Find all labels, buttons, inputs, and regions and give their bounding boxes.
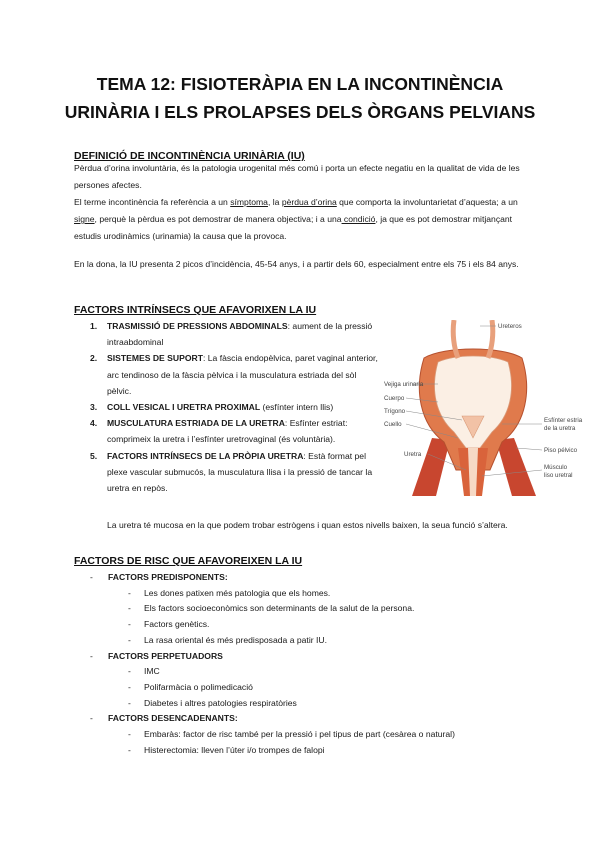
sign-term: signe <box>74 214 95 224</box>
list-item: 1. TRASMISSIÓ DE PRESSIONS ABDOMINALS: aument de la pressió intraabdominal <box>90 321 373 348</box>
label-sphincter-2: de la uretra <box>544 425 576 432</box>
label-pelvic-floor: Piso pélvico <box>544 447 578 454</box>
label-urethra: Uretra <box>404 451 422 458</box>
ureter <box>488 320 493 358</box>
label-bladder: Vejiga urinaria <box>384 381 424 388</box>
list-item: 3. COLL VESICAL I URETRA PROXIMAL (esfínter intern llis) <box>90 402 334 413</box>
label-trigone: Trígono <box>384 408 406 415</box>
condition-term: condició <box>341 214 376 224</box>
definition-heading: DEFINICIÓ DE INCONTINÈNCIA URINÀRIA (IU) <box>74 150 305 162</box>
list-item: - Els factors socioeconòmics son determinants de la salut de la persona. <box>128 603 415 614</box>
list-item: 2. SISTEMES DE SUPORT: La fàscia endopèlvica, paret vaginal anterior, arc tendinoso de la fàscia pèlvica i la musculatura estriada del sòl pèlvic. <box>90 353 378 396</box>
title-line-2: URINÀRIA I ELS PROLAPSES DELS ÒRGANS PELVIANS <box>64 102 536 122</box>
risk-factors-list <box>90 570 530 758</box>
page-title <box>40 70 560 126</box>
list-item: - Les dones patixen més patologia que els homes. <box>128 587 331 598</box>
label-ureters: Ureteros <box>498 323 522 330</box>
intrinsic-factors-list <box>90 318 380 496</box>
label-smooth-1: Músculo <box>544 464 568 471</box>
list-item: - Histerectomia: lleven l’úter i/o trompes de falopi <box>128 744 325 755</box>
label-smooth-2: liso uretral <box>544 472 573 479</box>
bladder-anatomy-figure <box>384 320 598 496</box>
pelvic-floor-muscle <box>412 438 450 496</box>
definition-paragraph-2: El terme incontinència fa referència a un símptoma, la pèrdua d’orina que comporta la involuntarietat d’aquesta; a un signe, perquè la pèrdua es pot demostrar de manera objectiva; i a una condició, ja que es pot demostrar mitjançant estudis urodinàmics (urinamia) la causa que la provoca. <box>74 197 518 241</box>
list-item: - Polifarmàcia o polimedicació <box>128 681 253 692</box>
symptom-term: símptoma <box>230 197 268 207</box>
list-item: - Diabetes i altres patologies respiratòries <box>128 697 297 708</box>
label-sphincter-1: Esfínter estria <box>544 417 583 424</box>
risk-group-title: - FACTORS PREDISPONENTS: <box>90 572 228 582</box>
label-neck: Cuello <box>384 421 402 428</box>
pelvic-floor-muscle <box>496 438 536 496</box>
urine-loss-term: pèrdua d’orina <box>281 197 337 207</box>
list-item: - La rasa oriental és més predisposada a patir IU. <box>128 634 327 645</box>
list-item: - Embaràs: factor de risc també per la pressió i pel tipus de part (cesàrea o natural) <box>128 729 455 740</box>
intrinsic-factors-heading: FACTORS INTRÍNSECS QUE AFAVORIXEN LA IU <box>74 304 317 316</box>
risk-group-title: - FACTORS PERPETUADORS <box>90 650 223 661</box>
list-item: 5. FACTORS INTRÍNSECS DE LA PRÒPIA URETRA: Està format pel plexe vascular submucós, la musculatura llisa i la pressió de tancar la uretra en repòs. <box>90 450 373 494</box>
ureter <box>453 320 458 358</box>
definition-paragraph-1: Pèrdua d’orina involuntària, és la patologia urogenital més comú i porta un efecte negatiu en la qualitat de vida de les persones afectes. <box>74 163 520 190</box>
risk-group-title: - FACTORS DESENCADENANTS: <box>90 713 238 724</box>
definition-paragraph-3: En la dona, la IU presenta 2 picos d’incidència, 45-54 anys, i a partir dels 60, especialment entre els 75 i els 84 anys. <box>74 259 519 269</box>
title-line-1: TEMA 12: FISIOTERÀPIA EN LA INCONTINÈNCIA <box>96 74 504 94</box>
list-item: 4. MUSCULATURA ESTRIADA DE LA URETRA: Esfínter estriat: comprimeix la uretra i l’esfínter uretrovaginal (és voluntària). <box>90 418 348 445</box>
urethra-note: La uretra té mucosa en la que podem trobar estrògens i quan estos nivells baixen, la seua funció s’altera. <box>107 519 508 530</box>
label-body: Cuerpo <box>384 395 405 402</box>
list-item: - IMC <box>128 666 160 677</box>
risk-factors-heading: FACTORS DE RISC QUE AFAVOREIXEN LA IU <box>74 555 303 567</box>
list-item: - Factors genètics. <box>128 619 210 630</box>
